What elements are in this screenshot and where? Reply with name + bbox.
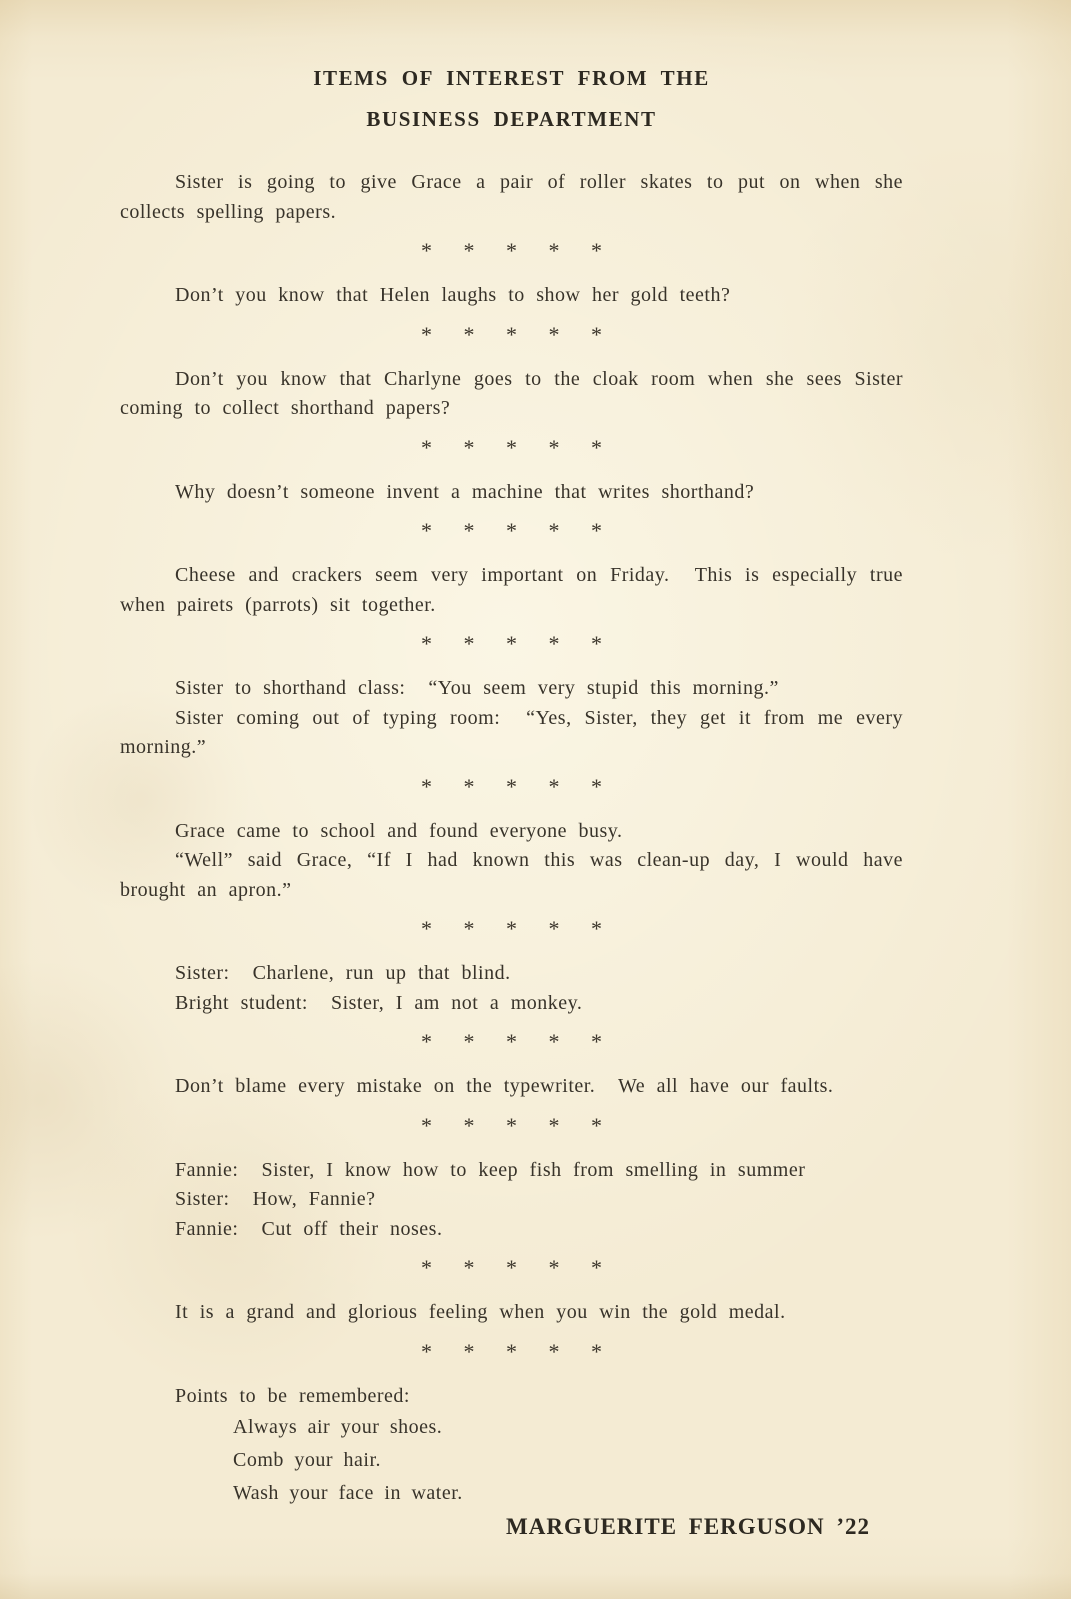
item-paragraph: Fannie: Sister, I know how to keep fish from smelling in summer [175, 1158, 806, 1181]
item-paragraph: Don’t blame every mistake on the typewriter. We all have our faults. [175, 1075, 834, 1097]
humor-item [120, 365, 903, 424]
asterisk-separator: * * * * * [421, 631, 602, 656]
item-paragraph: Why doesn’t someone invent a machine that writes shorthand? [175, 480, 755, 503]
item-paragraph: Sister coming out of typing room: “Yes, Sister, they get it from me every morning.” [120, 706, 903, 758]
humor-item [120, 817, 903, 906]
asterisk-separator: * * * * * [421, 773, 602, 799]
item-paragraph: Don’t you know that Helen laughs to show her gold teeth? [175, 284, 731, 306]
item-paragraph: Don’t you know that Charlyne goes to the cloak room when she sees Sister coming to collect shorthand papers? [120, 367, 903, 419]
item-paragraph: Fannie: Cut off their noses. [175, 1217, 443, 1240]
remembered-point: Wash your face in water. [233, 1482, 463, 1504]
author-byline: MARGUERITE FERGUSON ’22 [506, 1514, 870, 1539]
item-paragraph: It is a grand and glorious feeling when you win the gold medal. [175, 1301, 786, 1323]
humor-item [120, 168, 903, 227]
page-title [120, 58, 903, 140]
asterisk-separator: * * * * * [421, 238, 602, 263]
item-paragraph: Bright student: Sister, I am not a monkey. [175, 991, 583, 1014]
asterisk-separator: * * * * * [421, 518, 602, 543]
asterisk-separator: * * * * * [421, 916, 602, 941]
asterisk-separator: * * * * * [421, 1255, 602, 1280]
humor-item [120, 674, 903, 763]
page-title-line1: ITEMS OF INTEREST FROM THE [313, 66, 710, 90]
humor-item [120, 281, 903, 311]
humor-item [120, 1156, 903, 1245]
humor-item [120, 1382, 903, 1511]
asterisk-separator: * * * * * [421, 321, 602, 347]
item-paragraph: Grace came to school and found everyone busy. [175, 819, 623, 842]
item-paragraph: Sister: Charlene, run up that blind. [175, 962, 511, 984]
items-container [120, 168, 903, 1510]
asterisk-separator: * * * * * [421, 1112, 602, 1138]
humor-item [120, 1072, 903, 1102]
humor-item [120, 959, 903, 1018]
asterisk-separator: * * * * * [421, 1338, 602, 1364]
remembered-point: Comb your hair. [233, 1449, 382, 1471]
humor-item [120, 478, 903, 508]
item-paragraph: “Well” said Grace, “If I had known this was clean-up day, I would have brought an apron.” [120, 849, 903, 901]
item-paragraph: Cheese and crackers seem very important on Friday. This is especially true when pairets (parrots) sit together. [120, 564, 903, 616]
item-paragraph: Sister to shorthand class: “You seem very stupid this morning.” [175, 677, 779, 699]
page-title-line2: BUSINESS DEPARTMENT [366, 107, 657, 131]
remembered-point: Always air your shoes. [233, 1416, 443, 1438]
asterisk-separator: * * * * * [421, 1029, 602, 1054]
humor-item [120, 1298, 903, 1328]
item-paragraph: Sister is going to give Grace a pair of roller skates to put on when she collects spelling papers. [120, 171, 903, 223]
item-paragraph: Sister: How, Fannie? [175, 1188, 376, 1210]
humor-item [120, 561, 903, 620]
page-content [120, 58, 903, 1540]
asterisk-separator: * * * * * [421, 434, 602, 460]
item-paragraph: Points to be remembered: [175, 1384, 410, 1407]
